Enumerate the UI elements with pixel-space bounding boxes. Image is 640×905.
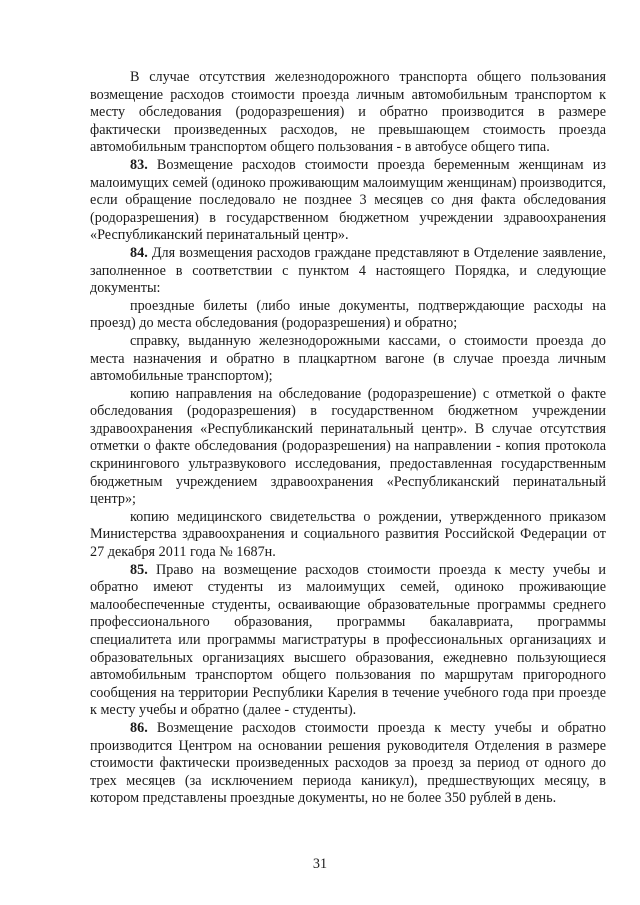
list-item-tickets xyxy=(90,298,606,333)
paragraph-text: копию медицинского свидетельства о рождении, утвержденного приказом Министерства здравоохранения и социального развития Российской Федерации от 27 декабря 2011 года № 1687н. xyxy=(90,508,606,561)
paragraph-text: справку, выданную железнодорожными кассами, о стоимости проезда до места назначения и обратно в плацкартном вагоне (в случае проезда личным автомобильные транспортом); xyxy=(90,332,606,385)
paragraph-84 xyxy=(90,245,606,298)
paragraph-text: Возмещение расходов стоимости проезда беременным женщинам из малоимущих семей (одиноко проживающим малоимущим женщинам) производится, если обращение последовало не позднее 3 месяцев со дня факта обследования (родоразрешения) в государственном бюджетном учреждении здравоохранения «Республиканский перинатальный центр». xyxy=(90,156,606,244)
list-item-birth-certificate xyxy=(90,509,606,562)
paragraph-number: 85. xyxy=(130,561,148,578)
paragraph-text: В случае отсутствия железнодорожного транспорта общего пользования возмещение расходов стоимости проезда личным автомобильным транспортом к месту обследования (родоразрешения) и обратно производится в размере фактически произведенных расходов, не превышающем стоимость проезда автомобильным транспортом общего пользования - в автобусе общего типа. xyxy=(90,69,606,156)
paragraph-86 xyxy=(90,720,606,808)
paragraph-text: Для возмещения расходов граждане представляют в Отделение заявление, заполненное в соответствии с пунктом 4 настоящего Порядка, и следующие документы: xyxy=(90,244,606,297)
paragraph-text: проездные билеты (либо иные документы, подтверждающие расходы на проезд) до места обследования (родоразрешения) и обратно; xyxy=(90,297,606,332)
body-text xyxy=(90,69,606,808)
paragraph-number: 84. xyxy=(130,244,148,261)
paragraph-railway-absence xyxy=(90,69,606,157)
page-number: 31 xyxy=(312,856,328,872)
paragraph-text: Возмещение расходов стоимости проезда к месту учебы и обратно производится Центром на основании решения руководителя Отделения в размере стоимости фактически произведенных расходов за проезд за период от одного до трех месяцев (за исключением периода каникул), предшествующих месяцу, в котором представлены проездные документы, но не более 350 рублей в день. xyxy=(90,719,606,807)
list-item-railway-certificate xyxy=(90,333,606,386)
paragraph-text: копию направления на обследование (родоразрешение) с отметкой о факте обследования (родоразрешения) в государственном бюджетном учреждении здравоохранения «Республиканский перинатальный центр». В случае отсутствия отметки о факте обследования (родоразрешения) на направлении - копия протокола скринингового ультразвукового исследования, предоставленная государственным бюджетным учреждением здравоохранения «Республиканский перинатальный центр»; xyxy=(90,385,606,508)
paragraph-number: 83. xyxy=(130,156,148,173)
paragraph-text: Право на возмещение расходов стоимости проезда к месту учебы и обратно имеют студенты из малоимущих семей, одиноко проживающие малообеспеченные студенты, осваивающие образовательные программы среднего профессионального образования, программы бакалавриата, программы специалитета или программы магистратуры в профессиональных организациях и образовательных организациях высшего образования, ежедневно пользующиеся автомобильным транспортом общего пользования по маршрутам пригородного сообщения на территории Республики Карелия в течение учебного года при проезде к месту учебы и обратно (далее - студенты). xyxy=(90,561,606,719)
paragraph-85 xyxy=(90,562,606,720)
list-item-referral-copy xyxy=(90,386,606,509)
paragraph-number: 86. xyxy=(130,719,148,736)
paragraph-83 xyxy=(90,157,606,245)
